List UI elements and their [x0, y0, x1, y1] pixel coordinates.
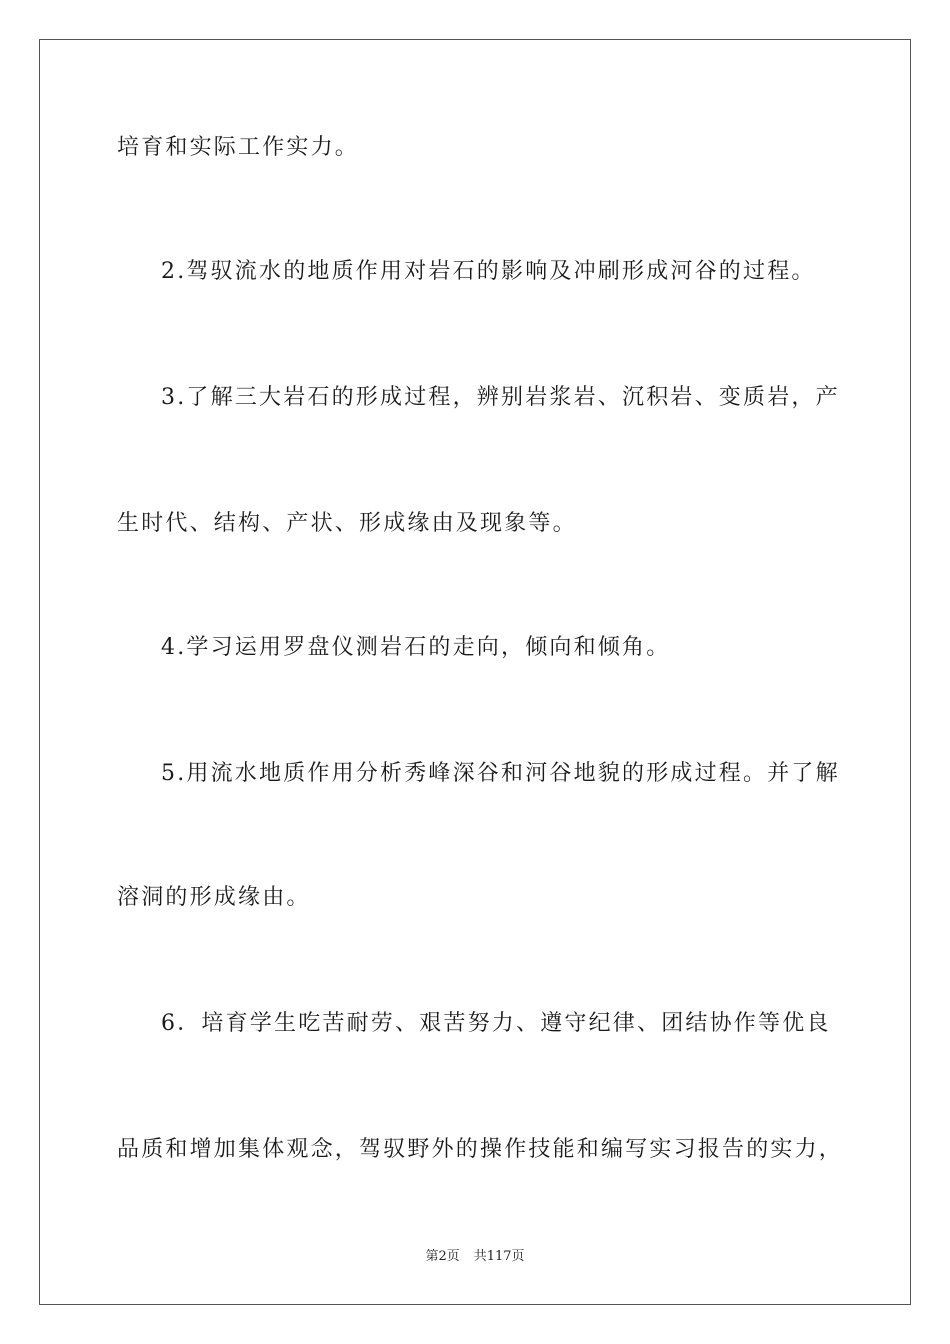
- text-line-item-6: 6．培育学生吃苦耐劳、艰苦努力、遵守纪律、团结协作等优良: [161, 1011, 831, 1036]
- text-line-item-5-cont: 溶洞的形成缘由。: [117, 885, 311, 910]
- text-line-1: 培育和实际工作实力。: [117, 135, 360, 160]
- text-line-item-5: 5.用流水地质作用分析秀峰深谷和河谷地貌的形成过程。并了解: [161, 761, 840, 786]
- page-total: 共117页: [473, 1249, 525, 1264]
- text-line-item-3: 3.了解三大岩石的形成过程，辨别岩浆岩、沉积岩、变质岩，产: [161, 385, 840, 410]
- text-line-item-6-cont: 品质和增加集体观念，驾驭野外的操作技能和编写实习报告的实力，: [117, 1137, 844, 1162]
- text-line-item-4: 4.学习运用罗盘仪测岩石的走向，倾向和倾角。: [161, 635, 671, 660]
- text-line-item-3-cont: 生时代、结构、产状、形成缘由及现象等。: [117, 511, 577, 536]
- page-footer: [0, 1248, 950, 1266]
- page-frame: [39, 39, 911, 1305]
- text-line-item-2: 2.驾驭流水的地质作用对岩石的影响及冲刷形成河谷的过程。: [161, 259, 816, 284]
- page-number: 第2页: [425, 1249, 460, 1264]
